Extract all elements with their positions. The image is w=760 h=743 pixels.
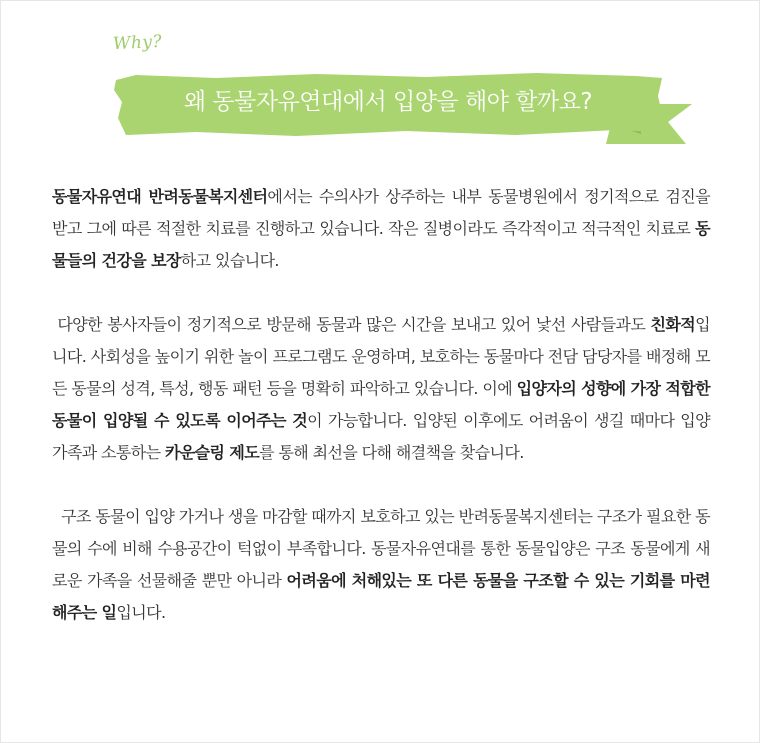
body-text: 입니다. 사회성을 높이기 위한 놀이 프로그램도 운영하며, 보호하는 동물마다 전담 담당자를 배정해 모든 동물의 성격, 특성, 행동 패턴 등을 명확히 파악하고 있습니다. 이에	[52, 315, 710, 398]
emphasis-text: 카운슬링 제도	[164, 443, 260, 462]
body-text: 다양한 봉사자들이 정기적으로 방문해 동물과 많은 시간을 보내고 있어 낯선 사람들과도	[52, 315, 651, 334]
emphasis-text: 친화적	[650, 315, 696, 334]
paragraph-3	[52, 501, 710, 629]
body-text: 입니다.	[116, 603, 166, 622]
body-text: 를 통해 최선을 다해 해결책을 찾습니다.	[259, 443, 524, 462]
emphasis-text: 입양자의 성향에 가장 적합한 동물이 입양될 수 있도록 이어주는 것	[52, 379, 715, 430]
emphasis-text: 동물들의 건강을 보장	[52, 219, 710, 270]
body-text: 이 가능합니다. 입양된 이후에도 어려움이 생길 때마다 입양 가족과 소통하는	[52, 411, 715, 462]
banner-title: 왜 동물자유연대에서 입양을 해야 할까요?	[183, 89, 593, 115]
emphasis-text: 어려움에 처해있는 또 다른 동물을 구조할 수 있는 기회를 마련해주는 일	[52, 571, 710, 622]
body-text: 구조 동물이 입양 가거나 생을 마감할 때까지 보호하고 있는 반려동물복지센터는 구조가 필요한 동물의 수에 비해 수용공간이 턱없이 부족합니다. 동물자유연대를 통한 동물입양은 구조 동물에게 새로운 가족을 선물해줄 뿐만 아니라	[52, 507, 710, 590]
emphasis-text: 동물자유연대 반려동물복지센터	[52, 187, 268, 206]
title-banner	[96, 56, 696, 156]
paragraph-2	[52, 309, 715, 469]
why-label: Why?	[112, 31, 163, 55]
body-text: 하고 있습니다.	[180, 251, 279, 270]
body-text: 에서는 수의사가 상주하는 내부 동물병원에서 정기적으로 검진을 받고 그에 따른 적절한 치료를 진행하고 있습니다. 작은 질병이라도 즉각적이고 적극적인 치료로	[52, 187, 715, 238]
paragraph-1	[52, 181, 715, 277]
body-content	[52, 181, 715, 629]
